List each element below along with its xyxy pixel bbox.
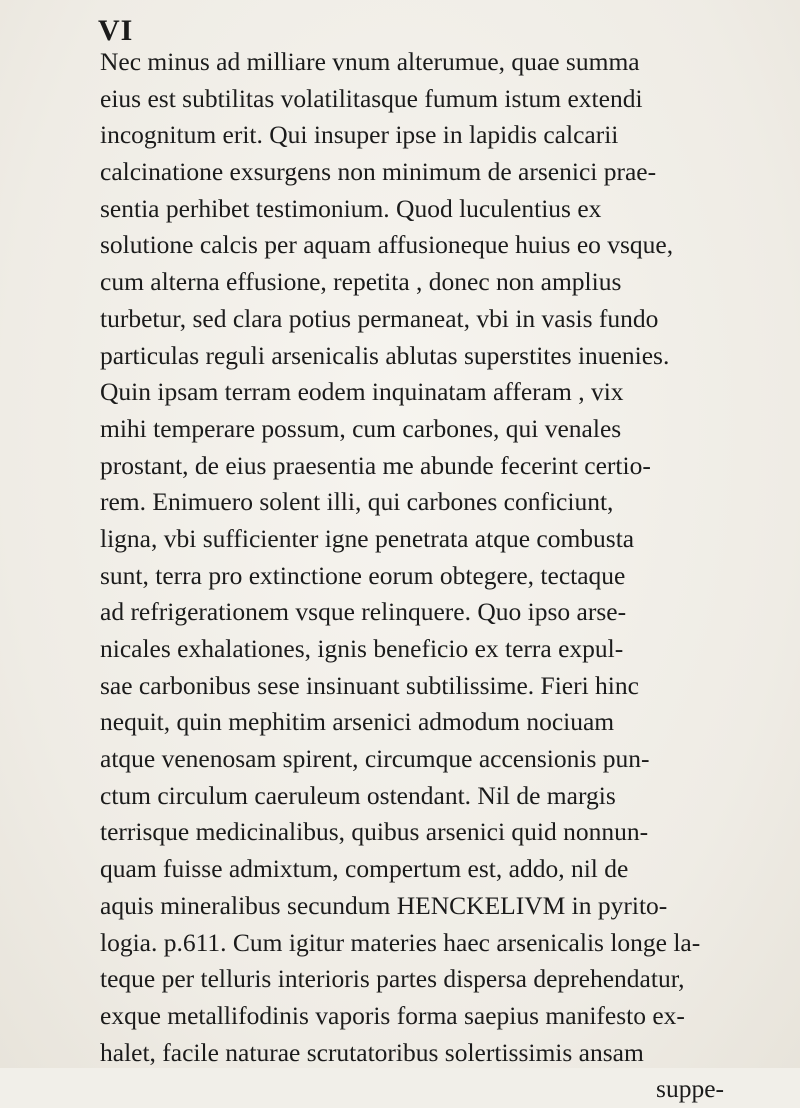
text-line: Nec minus ad milliare vnum alterumue, quae summa [100, 47, 640, 76]
text-line: turbetur, sed clara potius permaneat, vbi in vasis fundo [100, 303, 659, 333]
text-line: nicales exhalationes, ignis beneficio ex terra expul- [100, 634, 624, 663]
text-line: cum alterna effusione, repetita , donec non amplius [100, 267, 622, 297]
text-line: exque metallifodinis vaporis forma saepius manifesto ex- [100, 1000, 685, 1030]
body-text [100, 44, 760, 1108]
text-line: terrisque medicinalibus, quibus arsenici quid nonnun- [100, 817, 649, 847]
text-line: aquis mineralibus secundum HENCKELIVM in pyrito- [100, 890, 668, 920]
text-line: solutione calcis per aquam affusioneque huius eo vsque, [100, 230, 674, 260]
text-line: particulas reguli arsenicalis ablutas superstites inuenies. [100, 340, 670, 370]
page-number: VI [98, 14, 134, 47]
text-line: sentia perhibet testimonium. Quod luculentius ex [100, 193, 602, 223]
text-line: atque venenosam spirent, circumque accensionis pun- [100, 744, 650, 774]
text-line: logia. p.611. Cum igitur materies haec arsenicalis longe la- [100, 927, 701, 957]
text-line: ad refrigerationem vsque relinquere. Quo ipso arse- [100, 597, 627, 627]
text-line: teque per telluris interioris partes dispersa deprehendatur, [100, 964, 685, 994]
text-line: calcinatione exsurgens non minimum de arsenici prae- [100, 157, 657, 187]
text-line: mihi temperare possum, cum carbones, qui venales [100, 413, 622, 443]
text-line: sae carbonibus sese insinuant subtilissime. Fieri hinc [100, 670, 639, 700]
text-line: prostant, de eius praesentia me abunde fecerint certio- [100, 450, 651, 480]
text-line: sunt, terra pro extinctione eorum obtegere, tectaque [100, 560, 626, 590]
text-line: incognitum erit. Qui insuper ipse in lapidis calcarii [100, 120, 619, 150]
text-line: ctum circulum caeruleum ostendant. Nil de margis [100, 780, 616, 810]
text-line: nequit, quin mephitim arsenici admodum nociuam [100, 707, 615, 737]
text-line: ligna, vbi sufficienter igne penetrata atque combusta [100, 523, 635, 553]
catchword: suppe- [656, 1074, 724, 1104]
text-line: eius est subtilitas volatilitasque fumum istum extendi [100, 83, 643, 113]
text-line: halet, facile naturae scrutatoribus solertissimis ansam [100, 1037, 644, 1067]
text-line: Quin ipsam terram eodem inquinatam afferam , vix [100, 377, 624, 407]
text-line: rem. Enimuero solent illi, qui carbones conficiunt, [100, 487, 614, 517]
text-line: quam fuisse admixtum, compertum est, addo, nil de [100, 854, 629, 884]
